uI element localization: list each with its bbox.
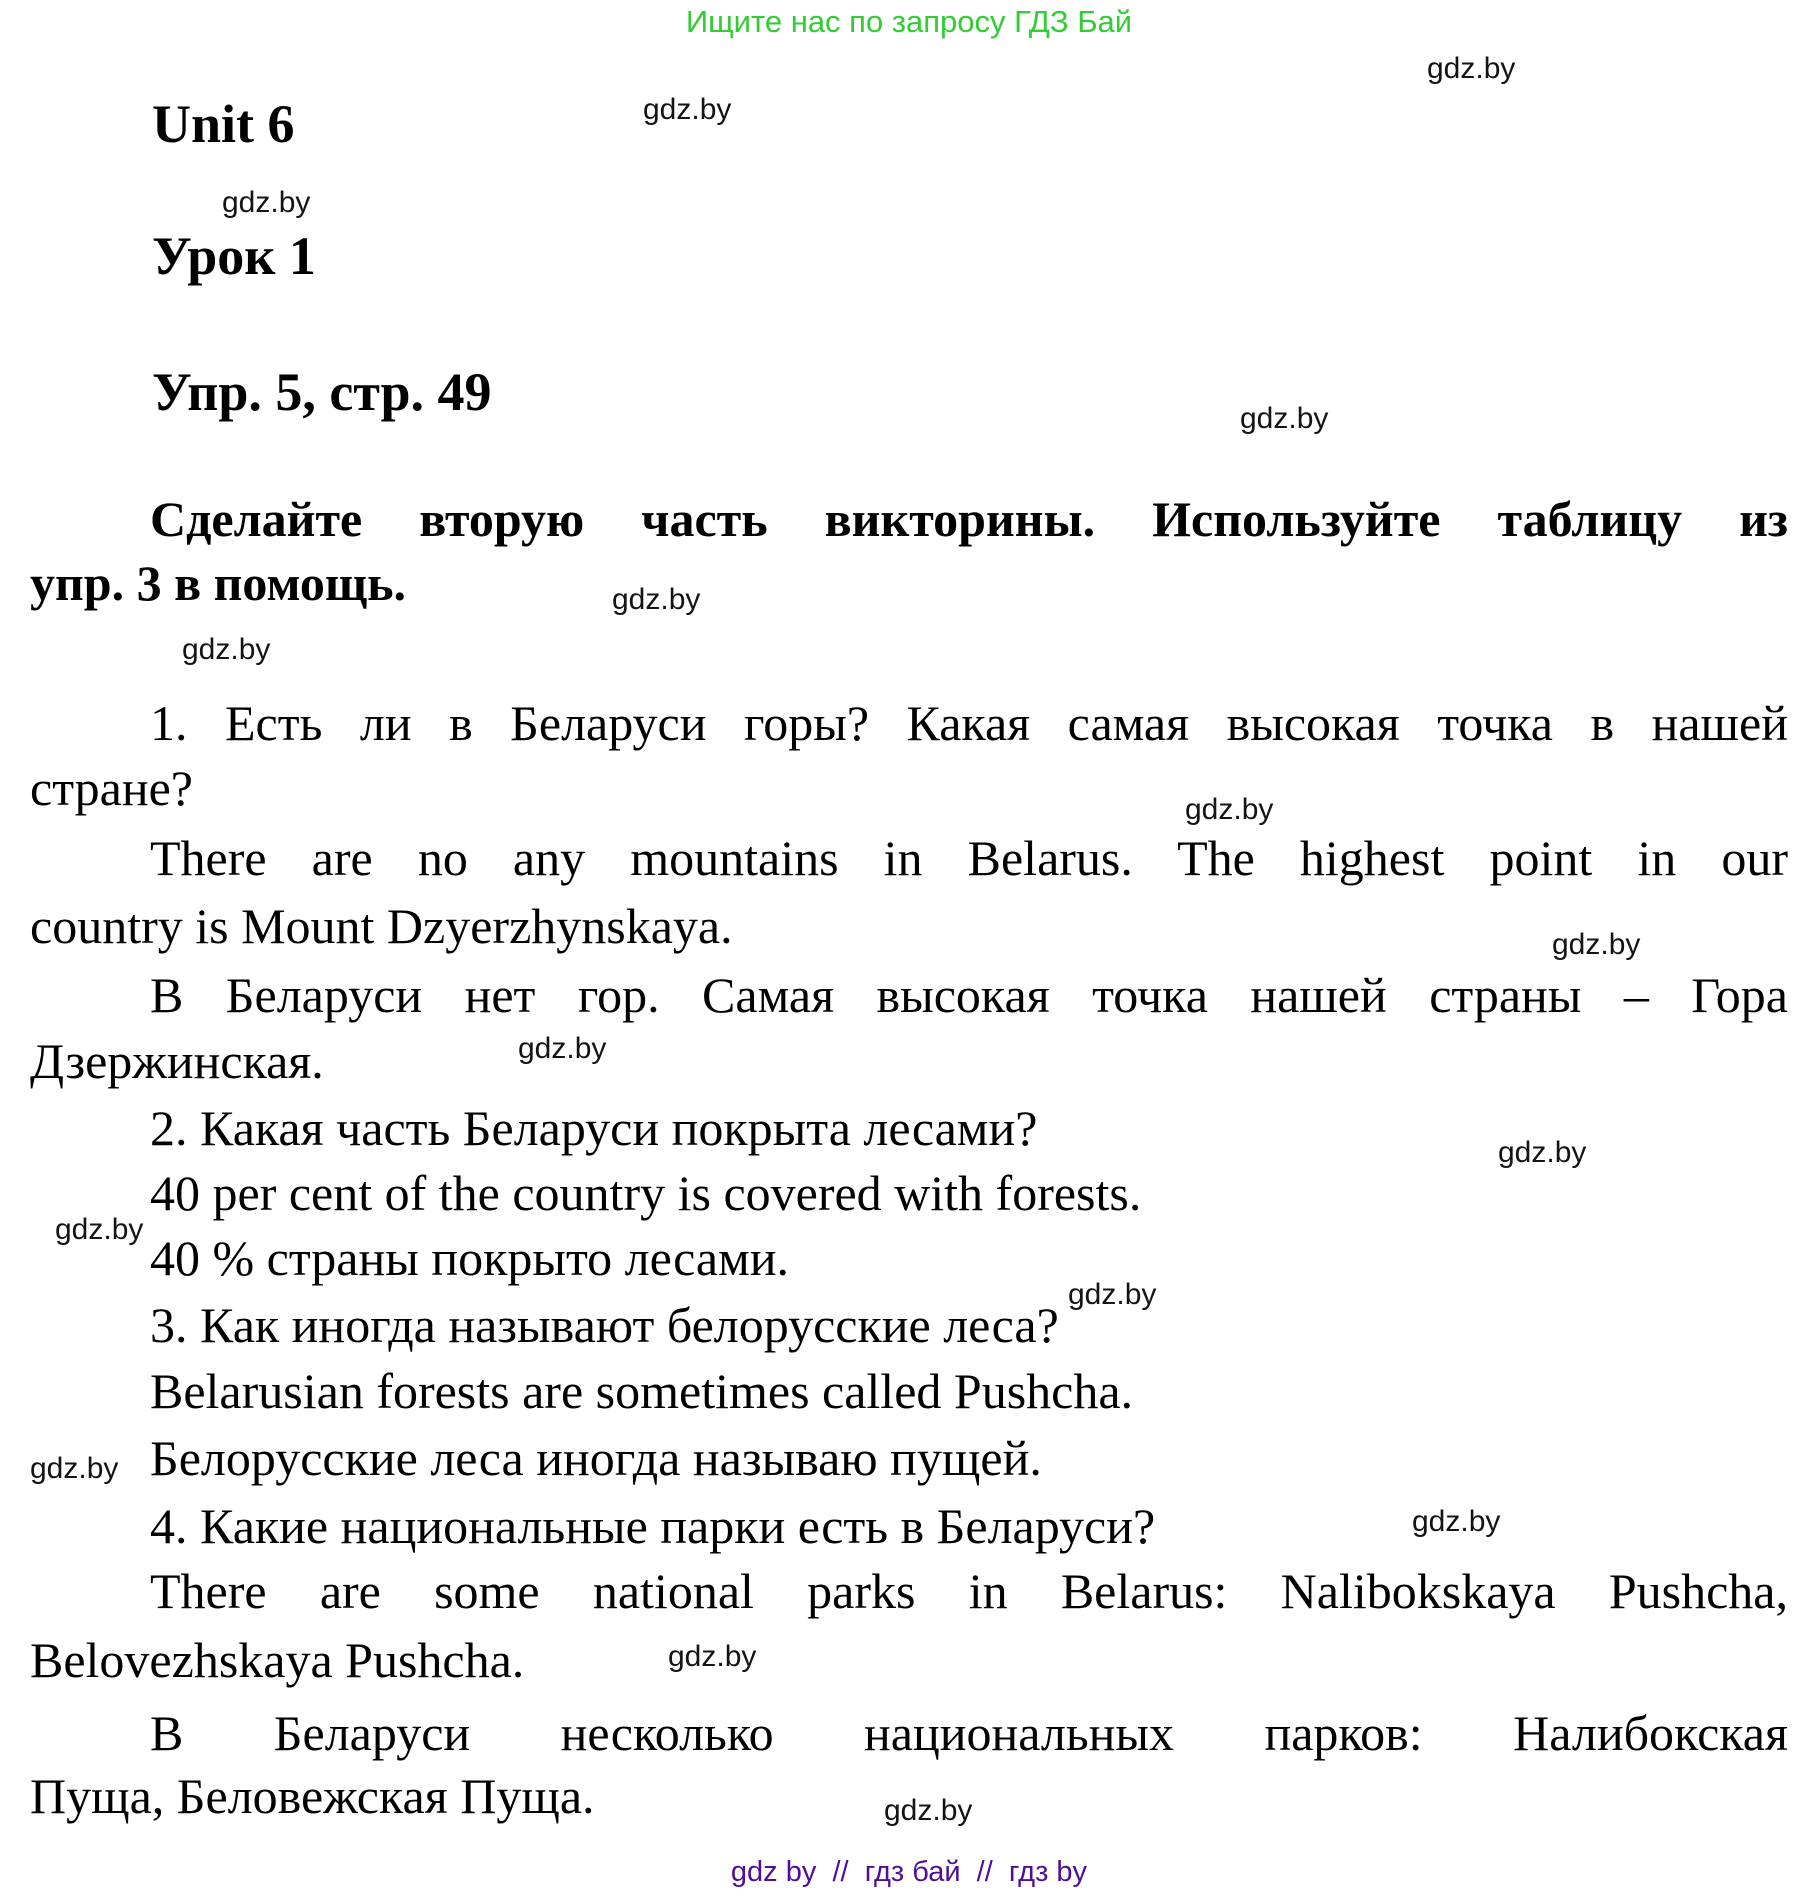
text-line: Belovezhskaya Pushcha. <box>30 1632 525 1688</box>
text-line: 1. Есть ли в Беларуси горы? Какая самая высокая точка в нашей <box>150 695 1788 751</box>
gdz-watermark: gdz.by <box>1240 402 1329 435</box>
gdz-watermark: gdz.by <box>518 1032 607 1065</box>
text-line: 40 per cent of the country is covered with forests. <box>150 1165 1142 1221</box>
text-line: 4. Какие национальные парки есть в Беларуси? <box>150 1498 1156 1554</box>
exercise-heading: Упр. 5, стр. 49 <box>152 362 492 422</box>
gdz-watermark: gdz.by <box>668 1640 757 1673</box>
gdz-watermark: gdz.by <box>55 1213 144 1246</box>
task-line: упр. 3 в помощь. <box>30 555 407 611</box>
task-line: Сделайте вторую часть викторины. Используйте таблицу из <box>150 491 1788 547</box>
text-line: В Беларуси нет гор. Самая высокая точка нашей страны – Гора <box>150 967 1788 1023</box>
text-line: стране? <box>30 760 193 816</box>
gdz-watermark: gdz.by <box>30 1452 119 1485</box>
gdz-watermark: gdz.by <box>1498 1136 1587 1169</box>
text-line: 40 % страны покрыто лесами. <box>150 1230 789 1286</box>
text-line: Дзержинская. <box>30 1033 324 1089</box>
lesson-heading: Урок 1 <box>152 226 316 286</box>
text-line: В Беларуси несколько национальных парков: Налибокская <box>150 1705 1788 1761</box>
gdz-watermark: gdz.by <box>1427 52 1516 85</box>
unit-heading: Unit 6 <box>152 94 295 154</box>
text-line: There are no any mountains in Belarus. The highest point in our <box>150 830 1788 886</box>
gdz-watermark: gdz.by <box>643 93 732 126</box>
gdz-watermark: gdz.by <box>222 186 311 219</box>
gdz-watermark: gdz.by <box>612 583 701 616</box>
gdz-watermark: gdz.by <box>1068 1278 1157 1311</box>
footer-links: gdz by // гдз бай // гдз by <box>730 1856 1088 1888</box>
text-line: There are some national parks in Belarus: Nalibokskaya Pushcha, <box>150 1563 1788 1619</box>
gdz-watermark: gdz.by <box>182 633 271 666</box>
gdz-watermark: gdz.by <box>884 1794 973 1827</box>
gdz-watermark: gdz.by <box>1185 793 1274 826</box>
text-line: 2. Какая часть Беларуси покрыта лесами? <box>150 1100 1038 1156</box>
gdz-watermark: gdz.by <box>1552 928 1641 961</box>
text-line: 3. Как иногда называют белорусские леса? <box>150 1297 1059 1353</box>
text-line: Белорусские леса иногда называю пущей. <box>150 1430 1042 1486</box>
text-line: country is Mount Dzyerzhynskaya. <box>30 898 733 954</box>
text-line: Пуща, Беловежская Пуща. <box>30 1768 595 1824</box>
promo-banner-text: Ищите нас по запросу ГДЗ Бай <box>685 4 1133 39</box>
gdz-watermark: gdz.by <box>1412 1505 1501 1538</box>
text-line: Belarusian forests are sometimes called Pushcha. <box>150 1363 1134 1419</box>
